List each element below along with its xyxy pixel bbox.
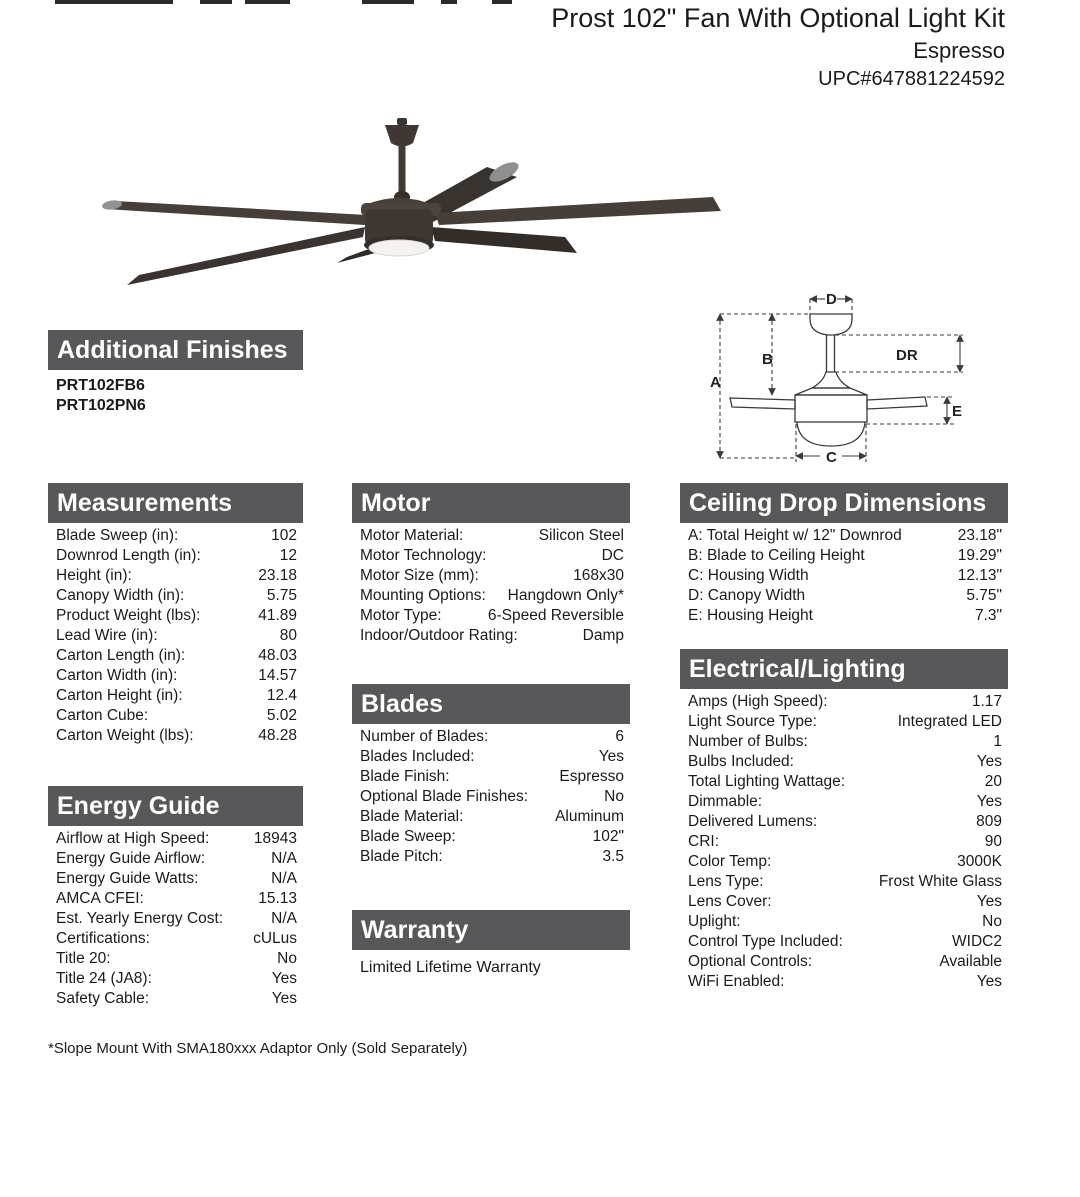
spec-label: Total Lighting Wattage: bbox=[688, 773, 846, 790]
spec-value: Available bbox=[939, 953, 1002, 970]
additional-finishes-section bbox=[48, 330, 303, 415]
spec-row bbox=[352, 546, 630, 566]
spec-value: cULus bbox=[253, 930, 297, 947]
spec-label: Motor Technology: bbox=[360, 547, 487, 564]
spec-label: Amps (High Speed): bbox=[688, 693, 828, 710]
spec-label: Canopy Width (in): bbox=[56, 587, 185, 604]
spec-label: Certifications: bbox=[56, 930, 150, 947]
ceiling-drop-diagram bbox=[700, 283, 968, 473]
spec-value: 90 bbox=[984, 833, 1002, 850]
cropped-text-remnant bbox=[441, 0, 457, 4]
spec-label: Blade Sweep: bbox=[360, 828, 456, 845]
cropped-text-remnant bbox=[55, 0, 173, 4]
spec-row bbox=[352, 526, 630, 546]
spec-label: Est. Yearly Energy Cost: bbox=[56, 910, 224, 927]
spec-row bbox=[48, 546, 303, 566]
spec-row bbox=[48, 686, 303, 706]
spec-label: Lens Cover: bbox=[688, 893, 772, 910]
spec-value: 6-Speed Reversible bbox=[487, 607, 624, 624]
spec-label: Blade Sweep (in): bbox=[56, 527, 179, 544]
spec-value: 23.18 bbox=[258, 567, 297, 584]
spec-row bbox=[48, 586, 303, 606]
spec-value: 12 bbox=[279, 547, 297, 564]
spec-label: Carton Weight (lbs): bbox=[56, 727, 194, 744]
additional-finishes-header: Additional Finishes bbox=[48, 330, 303, 370]
spec-row bbox=[48, 666, 303, 686]
spec-label: Lead Wire (in): bbox=[56, 627, 158, 644]
spec-row bbox=[352, 847, 630, 867]
spec-value: 48.03 bbox=[258, 647, 297, 664]
spec-value: Yes bbox=[976, 973, 1002, 990]
spec-value: No bbox=[982, 913, 1002, 930]
diagram-label-e: E bbox=[952, 403, 963, 420]
spec-row bbox=[352, 586, 630, 606]
spec-value: 14.57 bbox=[258, 667, 297, 684]
spec-row bbox=[680, 712, 1008, 732]
spec-row bbox=[680, 812, 1008, 832]
finish-sku: PRT102FB6 bbox=[56, 377, 145, 394]
spec-label: Optional Blade Finishes: bbox=[360, 788, 529, 805]
spec-label: Carton Height (in): bbox=[56, 687, 183, 704]
spec-label: Mounting Options: bbox=[360, 587, 486, 604]
spec-row bbox=[680, 732, 1008, 752]
spec-row bbox=[352, 767, 630, 787]
spec-value: 3000K bbox=[957, 853, 1002, 870]
spec-label: Blade Finish: bbox=[360, 768, 450, 785]
spec-row bbox=[352, 566, 630, 586]
warranty-section bbox=[352, 910, 630, 977]
cropped-text-remnant bbox=[362, 0, 414, 4]
spec-row bbox=[680, 832, 1008, 852]
spec-value: Yes bbox=[598, 748, 624, 765]
spec-row bbox=[352, 727, 630, 747]
spec-label: Energy Guide Airflow: bbox=[56, 850, 206, 867]
spec-row bbox=[48, 869, 303, 889]
spec-value: 23.18" bbox=[957, 527, 1002, 544]
spec-label: E: Housing Height bbox=[688, 607, 813, 624]
spec-label: Carton Length (in): bbox=[56, 647, 186, 664]
spec-row bbox=[352, 747, 630, 767]
spec-row bbox=[680, 972, 1008, 992]
spec-label: Control Type Included: bbox=[688, 933, 843, 950]
diagram-label-b: B bbox=[762, 351, 773, 368]
spec-value: Yes bbox=[271, 970, 297, 987]
spec-row bbox=[48, 566, 303, 586]
spec-label: D: Canopy Width bbox=[688, 587, 806, 604]
spec-row bbox=[680, 892, 1008, 912]
spec-row bbox=[680, 872, 1008, 892]
spec-label: B: Blade to Ceiling Height bbox=[688, 547, 865, 564]
spec-value: Yes bbox=[976, 793, 1002, 810]
spec-row bbox=[352, 827, 630, 847]
spec-label: Indoor/Outdoor Rating: bbox=[360, 627, 518, 644]
spec-row bbox=[48, 726, 303, 746]
spec-row bbox=[48, 849, 303, 869]
motor-section bbox=[352, 483, 630, 646]
spec-row bbox=[680, 952, 1008, 972]
spec-label: Downrod Length (in): bbox=[56, 547, 201, 564]
cropped-text-remnant bbox=[492, 0, 512, 4]
spec-row bbox=[48, 526, 303, 546]
spec-value: N/A bbox=[271, 870, 297, 887]
spec-label: A: Total Height w/ 12" Downrod bbox=[688, 527, 902, 544]
spec-label: Safety Cable: bbox=[56, 990, 150, 1007]
spec-value: 12.4 bbox=[266, 687, 297, 704]
measurements-header: Measurements bbox=[48, 483, 303, 523]
ceiling-drop-header: Ceiling Drop Dimensions bbox=[680, 483, 1008, 523]
energy-guide-section bbox=[48, 786, 303, 1009]
diagram-label-a: A bbox=[710, 374, 721, 391]
spec-label: WiFi Enabled: bbox=[688, 973, 785, 990]
spec-label: Title 20: bbox=[56, 950, 111, 967]
spec-value: Frost White Glass bbox=[878, 873, 1002, 890]
warranty-header: Warranty bbox=[352, 910, 630, 950]
spec-row bbox=[680, 566, 1008, 586]
spec-label: C: Housing Width bbox=[688, 567, 809, 584]
spec-label: Color Temp: bbox=[688, 853, 772, 870]
page-title: Prost 102" Fan With Optional Light Kit bbox=[551, 3, 1005, 33]
spec-row bbox=[48, 949, 303, 969]
spec-row bbox=[352, 626, 630, 646]
spec-row bbox=[680, 526, 1008, 546]
electrical-section bbox=[680, 649, 1008, 992]
blades-section bbox=[352, 684, 630, 867]
spec-value: 12.13" bbox=[957, 567, 1002, 584]
spec-label: Dimmable: bbox=[688, 793, 763, 810]
finish-name: Espresso bbox=[913, 38, 1005, 63]
spec-value: Yes bbox=[271, 990, 297, 1007]
cropped-text-remnant bbox=[245, 0, 290, 4]
spec-label: Number of Blades: bbox=[360, 728, 489, 745]
spec-label: Carton Width (in): bbox=[56, 667, 178, 684]
spec-label: Motor Size (mm): bbox=[360, 567, 479, 584]
spec-row bbox=[680, 912, 1008, 932]
header bbox=[551, 1, 1005, 93]
spec-value: Hangdown Only* bbox=[507, 587, 624, 604]
spec-label: Bulbs Included: bbox=[688, 753, 794, 770]
spec-value: Yes bbox=[976, 893, 1002, 910]
spec-label: Lens Type: bbox=[688, 873, 764, 890]
spec-value: 5.75 bbox=[266, 587, 297, 604]
spec-value: WIDC2 bbox=[952, 933, 1002, 950]
spec-value: 20 bbox=[984, 773, 1002, 790]
spec-row bbox=[48, 626, 303, 646]
spec-value: 102" bbox=[592, 828, 624, 845]
spec-value: 3.5 bbox=[602, 848, 624, 865]
spec-row bbox=[48, 646, 303, 666]
spec-value: No bbox=[604, 788, 624, 805]
spec-value: Damp bbox=[582, 627, 624, 644]
spec-label: Light Source Type: bbox=[688, 713, 817, 730]
spec-row bbox=[680, 792, 1008, 812]
spec-row bbox=[680, 932, 1008, 952]
spec-value: 15.13 bbox=[258, 890, 297, 907]
energy-guide-header: Energy Guide bbox=[48, 786, 303, 826]
spec-row bbox=[48, 829, 303, 849]
product-photo-fan bbox=[55, 95, 755, 310]
spec-label: CRI: bbox=[688, 833, 719, 850]
spec-label: Delivered Lumens: bbox=[688, 813, 818, 830]
diagram-label-dr: DR bbox=[896, 347, 918, 364]
spec-label: Energy Guide Watts: bbox=[56, 870, 199, 887]
diagram-label-c: C bbox=[826, 449, 837, 466]
spec-value: 5.02 bbox=[266, 707, 297, 724]
spec-label: AMCA CFEI: bbox=[56, 890, 144, 907]
upc-code: UPC#647881224592 bbox=[818, 68, 1005, 90]
spec-row bbox=[352, 787, 630, 807]
spec-row bbox=[48, 989, 303, 1009]
spec-row bbox=[680, 852, 1008, 872]
spec-label: Motor Material: bbox=[360, 527, 464, 544]
measurements-section bbox=[48, 483, 303, 746]
diagram-label-d: D bbox=[826, 291, 837, 308]
spec-row bbox=[680, 772, 1008, 792]
spec-value: Aluminum bbox=[555, 808, 624, 825]
spec-row bbox=[48, 889, 303, 909]
electrical-header: Electrical/Lighting bbox=[680, 649, 1008, 689]
spec-label: Carton Cube: bbox=[56, 707, 149, 724]
spec-value: 7.3" bbox=[974, 607, 1002, 624]
spec-value: 80 bbox=[279, 627, 297, 644]
spec-row bbox=[48, 606, 303, 626]
spec-value: No bbox=[277, 950, 297, 967]
ceiling-drop-section bbox=[680, 483, 1008, 626]
spec-row bbox=[680, 586, 1008, 606]
spec-label: Motor Type: bbox=[360, 607, 442, 624]
spec-value: 809 bbox=[976, 813, 1002, 830]
spec-value: 41.89 bbox=[258, 607, 297, 624]
spec-label: Blade Material: bbox=[360, 808, 464, 825]
spec-row bbox=[48, 969, 303, 989]
spec-value: Integrated LED bbox=[897, 713, 1002, 730]
spec-value: N/A bbox=[271, 910, 297, 927]
spec-row bbox=[48, 929, 303, 949]
slope-mount-footnote: *Slope Mount With SMA180xxx Adaptor Only (Sold Separately) bbox=[48, 1040, 468, 1057]
spec-label: Airflow at High Speed: bbox=[56, 830, 210, 847]
spec-row bbox=[48, 706, 303, 726]
spec-value: DC bbox=[601, 547, 624, 564]
spec-value: 1 bbox=[993, 733, 1002, 750]
spec-value: 102 bbox=[271, 527, 297, 544]
spec-row bbox=[680, 692, 1008, 712]
spec-row bbox=[352, 606, 630, 626]
spec-row bbox=[48, 909, 303, 929]
spec-value: 1.17 bbox=[971, 693, 1002, 710]
spec-value: 48.28 bbox=[258, 727, 297, 744]
spec-value: 6 bbox=[615, 728, 624, 745]
spec-label: Blades Included: bbox=[360, 748, 475, 765]
warranty-text: Limited Lifetime Warranty bbox=[360, 959, 541, 976]
spec-value: N/A bbox=[271, 850, 297, 867]
spec-value: 168x30 bbox=[573, 567, 624, 584]
spec-row bbox=[352, 807, 630, 827]
spec-label: Optional Controls: bbox=[688, 953, 813, 970]
spec-label: Number of Bulbs: bbox=[688, 733, 808, 750]
spec-value: 18943 bbox=[253, 830, 297, 847]
spec-value: 19.29" bbox=[957, 547, 1002, 564]
spec-value: 5.75" bbox=[966, 587, 1002, 604]
motor-header: Motor bbox=[352, 483, 630, 523]
spec-row bbox=[680, 606, 1008, 626]
spec-label: Height (in): bbox=[56, 567, 132, 584]
spec-label: Title 24 (JA8): bbox=[56, 970, 152, 987]
spec-row bbox=[680, 546, 1008, 566]
spec-value: Espresso bbox=[559, 768, 624, 785]
spec-label: Product Weight (lbs): bbox=[56, 607, 201, 624]
finish-sku: PRT102PN6 bbox=[56, 396, 146, 414]
spec-value: Silicon Steel bbox=[538, 527, 624, 544]
spec-label: Uplight: bbox=[688, 913, 741, 930]
blades-header: Blades bbox=[352, 684, 630, 724]
cropped-text-remnant bbox=[200, 0, 232, 4]
spec-label: Blade Pitch: bbox=[360, 848, 443, 865]
spec-row bbox=[680, 752, 1008, 772]
spec-value: Yes bbox=[976, 753, 1002, 770]
